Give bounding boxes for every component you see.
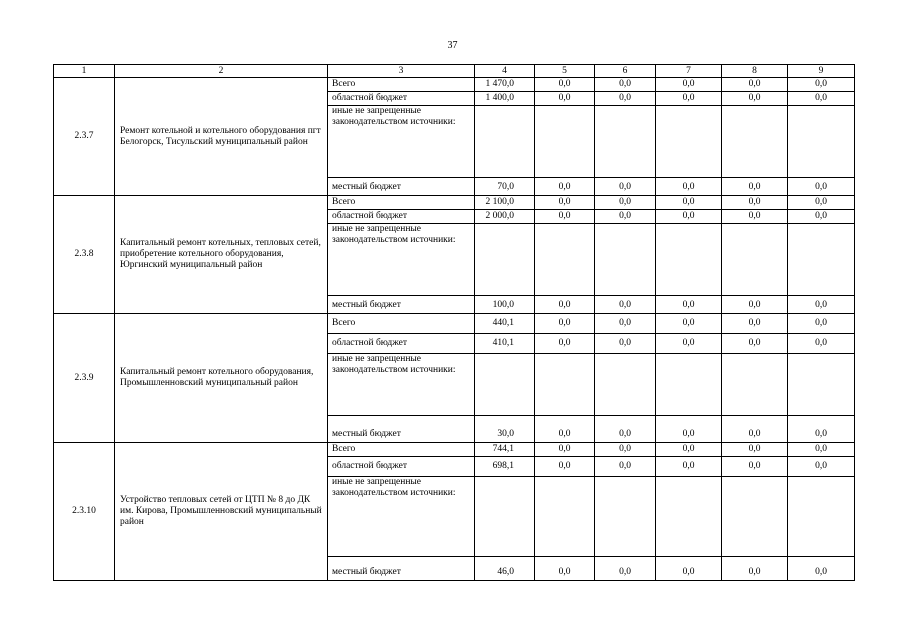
value-cell: 0,0 [535,78,595,92]
empty-cell [595,224,656,296]
empty-cell [595,354,656,416]
value-cell: 0,0 [595,178,656,196]
value-cell: 0,0 [535,92,595,106]
empty-cell [788,224,855,296]
value-cell: 46,0 [475,557,535,581]
source-label: иные не запрещенные законодательством источники: [328,106,475,178]
value-cell: 0,0 [656,334,722,354]
value-cell: 0,0 [535,457,595,477]
value-cell: 0,0 [595,443,656,457]
table-row [54,314,855,334]
item-code: 2.3.10 [54,443,115,581]
value-cell: 0,0 [722,92,788,106]
value-cell: 0,0 [595,416,656,443]
value-cell: 0,0 [535,557,595,581]
value-cell: 0,0 [788,314,855,334]
budget-table [53,64,855,581]
empty-cell [788,477,855,557]
empty-cell [475,224,535,296]
empty-cell [722,224,788,296]
empty-cell [722,106,788,178]
source-label: иные не запрещенные законодательством источники: [328,354,475,416]
item-name: Капитальный ремонт котельного оборудования, Промышленновский муниципальный район [115,314,328,443]
value-cell: 0,0 [595,557,656,581]
value-cell: 0,0 [656,314,722,334]
value-cell: 2 100,0 [475,196,535,210]
value-cell: 0,0 [788,443,855,457]
value-cell: 0,0 [788,296,855,314]
value-cell: 1 470,0 [475,78,535,92]
table-row [54,78,855,92]
empty-cell [722,354,788,416]
header-cell: 7 [656,65,722,78]
empty-cell [535,354,595,416]
value-cell: 0,0 [595,78,656,92]
empty-cell [656,354,722,416]
value-cell: 0,0 [535,210,595,224]
value-cell: 0,0 [788,178,855,196]
empty-cell [535,106,595,178]
table-row [54,196,855,210]
value-cell: 1 400,0 [475,92,535,106]
value-cell: 0,0 [722,78,788,92]
value-cell: 0,0 [788,557,855,581]
value-cell: 0,0 [535,196,595,210]
empty-cell [656,224,722,296]
empty-cell [595,106,656,178]
source-label: иные не запрещенные законодательством источники: [328,224,475,296]
value-cell: 0,0 [788,78,855,92]
source-label: местный бюджет [328,416,475,443]
value-cell: 0,0 [535,416,595,443]
value-cell: 0,0 [656,178,722,196]
item-code: 2.3.7 [54,78,115,196]
header-cell: 3 [328,65,475,78]
value-cell: 0,0 [788,416,855,443]
empty-cell [475,477,535,557]
value-cell: 0,0 [656,296,722,314]
value-cell: 70,0 [475,178,535,196]
value-cell: 0,0 [595,296,656,314]
source-label: местный бюджет [328,178,475,196]
value-cell: 30,0 [475,416,535,443]
value-cell: 0,0 [788,92,855,106]
value-cell: 0,0 [656,78,722,92]
value-cell: 410,1 [475,334,535,354]
value-cell: 0,0 [535,178,595,196]
source-label: Всего [328,314,475,334]
item-code: 2.3.8 [54,196,115,314]
empty-cell [788,354,855,416]
value-cell: 0,0 [595,92,656,106]
value-cell: 0,0 [595,457,656,477]
value-cell: 0,0 [722,296,788,314]
empty-cell [656,106,722,178]
item-code: 2.3.9 [54,314,115,443]
source-label: Всего [328,443,475,457]
value-cell: 2 000,0 [475,210,535,224]
value-cell: 744,1 [475,443,535,457]
value-cell: 100,0 [475,296,535,314]
value-cell: 698,1 [475,457,535,477]
header-cell: 1 [54,65,115,78]
item-name: Устройство тепловых сетей от ЦТП № 8 до ДК им. Кирова, Промышленновский муниципальный район [115,443,328,581]
value-cell: 0,0 [788,457,855,477]
item-name: Капитальный ремонт котельных, тепловых сетей, приобретение котельного оборудования, Юргинский муниципальный район [115,196,328,314]
source-label: Всего [328,196,475,210]
source-label: областной бюджет [328,210,475,224]
value-cell: 0,0 [722,210,788,224]
value-cell: 0,0 [656,557,722,581]
header-cell: 5 [535,65,595,78]
header-cell: 2 [115,65,328,78]
source-label: областной бюджет [328,334,475,354]
item-name: Ремонт котельной и котельного оборудования пгт Белогорск, Тисульский муниципальный район [115,78,328,196]
header-cell: 8 [722,65,788,78]
empty-cell [475,106,535,178]
empty-cell [535,224,595,296]
value-cell: 0,0 [788,334,855,354]
value-cell: 0,0 [722,334,788,354]
value-cell: 0,0 [722,416,788,443]
value-cell: 0,0 [535,314,595,334]
table-row [54,443,855,457]
page-number: 37 [447,40,458,51]
value-cell: 0,0 [535,334,595,354]
value-cell: 0,0 [656,196,722,210]
value-cell: 0,0 [722,178,788,196]
value-cell: 0,0 [535,443,595,457]
value-cell: 0,0 [722,196,788,210]
header-row [54,65,855,78]
source-label: местный бюджет [328,296,475,314]
source-label: областной бюджет [328,92,475,106]
empty-cell [475,354,535,416]
value-cell: 0,0 [788,210,855,224]
empty-cell [656,477,722,557]
value-cell: 0,0 [722,557,788,581]
value-cell: 0,0 [656,92,722,106]
source-label: местный бюджет [328,557,475,581]
value-cell: 0,0 [722,443,788,457]
empty-cell [722,477,788,557]
value-cell: 0,0 [656,210,722,224]
value-cell: 0,0 [788,196,855,210]
header-cell: 6 [595,65,656,78]
value-cell: 0,0 [656,443,722,457]
value-cell: 440,1 [475,314,535,334]
value-cell: 0,0 [656,416,722,443]
value-cell: 0,0 [722,457,788,477]
source-label: Всего [328,78,475,92]
value-cell: 0,0 [722,314,788,334]
empty-cell [535,477,595,557]
empty-cell [595,477,656,557]
value-cell: 0,0 [535,296,595,314]
value-cell: 0,0 [595,314,656,334]
value-cell: 0,0 [595,196,656,210]
source-label: иные не запрещенные законодательством источники: [328,477,475,557]
header-cell: 9 [788,65,855,78]
source-label: областной бюджет [328,457,475,477]
value-cell: 0,0 [595,210,656,224]
value-cell: 0,0 [595,334,656,354]
header-cell: 4 [475,65,535,78]
empty-cell [788,106,855,178]
value-cell: 0,0 [656,457,722,477]
